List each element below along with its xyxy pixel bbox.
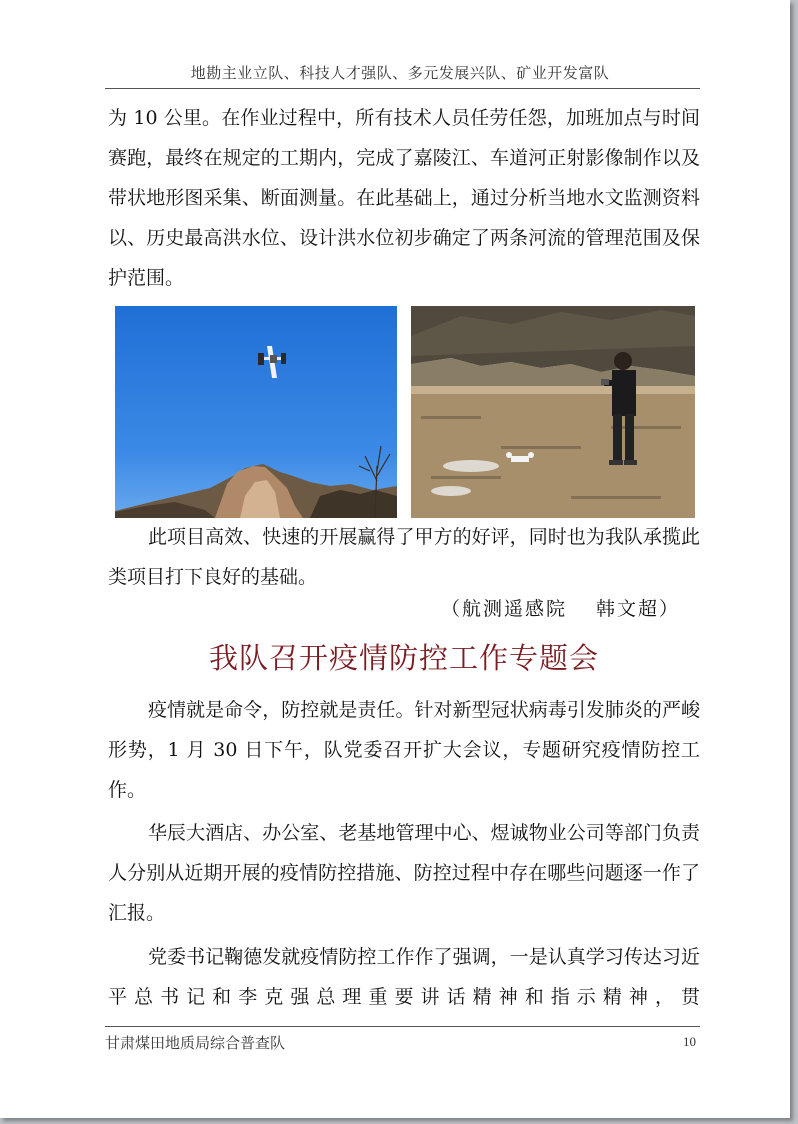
article1-closing-paragraph: 此项目高效、快速的开展赢得了甲方的好评，同时也为我队承揽此类项目打下良好的基础。	[108, 526, 700, 588]
article2-paragraph-1: 疫情就是命令，防控就是责任。针对新型冠状病毒引发肺炎的严峻形势，1 月 30 日下午，队党委召开扩大会议，专题研究疫情防控工作。	[108, 699, 700, 801]
running-header: 地勘主业立队、科技人才强队、多元发展兴队、矿业开发富队	[190, 64, 610, 82]
article1-continuation-paragraph: 为 10 公里。在作业过程中，所有技术人员任劳任怨，加班加点与时间赛跑，最终在规定的工期内，完成了嘉陵江、车道河正射影像制作以及带状地形图采集、断面测量。在此基础上，通过分析当地水文监测资料以、历史最高洪水位、设计洪水位初步确定了两条河流的管理范围及保护范围。	[108, 107, 700, 289]
drone-flight-photo	[115, 306, 397, 518]
article2-paragraph-2: 华辰大酒店、办公室、老基地管理中心、煜诚物业公司等部门负责人分别从近期开展的疫情防控措施、防控过程中存在哪些问题逐一作了汇报。	[108, 822, 700, 924]
article2-paragraph-3: 党委书记鞠德发就疫情防控工作作了强调，一是认真学习传达习近平总书记和李克强总理重要讲话精神和指示精神，贯	[108, 946, 700, 1008]
header-rule	[105, 88, 700, 89]
footer-rule	[105, 1026, 700, 1027]
drone-operator-photo	[411, 306, 695, 518]
page-number: 10	[683, 1034, 696, 1049]
footer-organization: 甘肃煤田地质局综合普查队	[105, 1034, 286, 1052]
article1-byline: （航测遥感院 韩文超）	[440, 598, 680, 620]
article2-title: 我队召开疫情防控工作专题会	[208, 641, 599, 675]
